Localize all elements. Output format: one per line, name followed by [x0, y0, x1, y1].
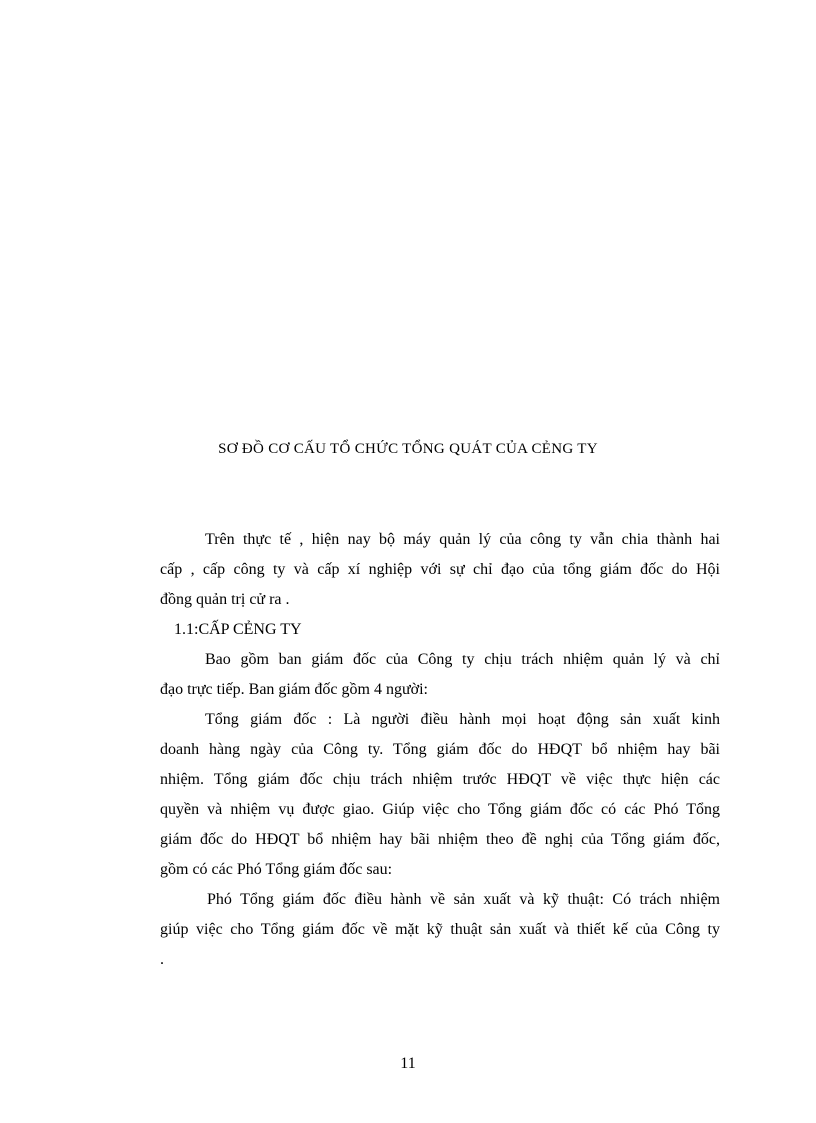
paragraph-line: cấp , cấp công ty và cấp xí nghiệp với sự chỉ đạo của tổng giám đốc do Hội [160, 561, 720, 578]
paragraph-line: Bao gồm ban giám đốc của Công ty chịu trách nhiệm quản lý và chỉ [205, 651, 720, 668]
paragraph-line: Tổng giám đốc : Là người điều hành mọi hoạt động sản xuất kinh [205, 711, 720, 728]
paragraph-line: Phó Tổng giám đốc điều hành về sản xuất và kỹ thuật: Có trách nhiệm [207, 891, 720, 908]
paragraph-line: đạo trực tiếp. Ban giám đốc gồm 4 người: [160, 681, 428, 698]
paragraph-line: Trên thực tế , hiện nay bộ máy quản lý của công ty vẫn chia thành hai [205, 531, 720, 548]
paragraph-line: gồm có các Phó Tổng giám đốc sau: [160, 861, 393, 878]
paragraph-line: nhiệm. Tổng giám đốc chịu trách nhiệm trước HĐQT về việc thực hiện các [160, 771, 720, 788]
paragraph-line: giúp việc cho Tổng giám đốc về mặt kỹ thuật sản xuất và thiết kế của Công ty [160, 921, 720, 938]
page-number: 11 [400, 1055, 416, 1072]
paragraph-line: giám đốc do HĐQT bổ nhiệm hay bãi nhiệm theo đề nghị của Tổng giám đốc, [160, 831, 720, 848]
paragraph-line: đồng quản trị cử ra . [160, 591, 290, 608]
paragraph-line: . [160, 951, 164, 968]
page-title: SƠ ĐỒ CƠ CẤU TỔ CHỨC TỔNG QUÁT CỦA CẺNG TY [218, 441, 598, 457]
body-text [160, 525, 720, 975]
section-heading: 1.1:CẤP CẺNG TY [174, 621, 302, 638]
paragraph-line: doanh hàng ngày của Công ty. Tổng giám đốc do HĐQT bổ nhiệm hay bãi [160, 741, 720, 758]
paragraph-line: quyền và nhiệm vụ được giao. Giúp việc cho Tổng giám đốc có các Phó Tổng [160, 801, 720, 818]
